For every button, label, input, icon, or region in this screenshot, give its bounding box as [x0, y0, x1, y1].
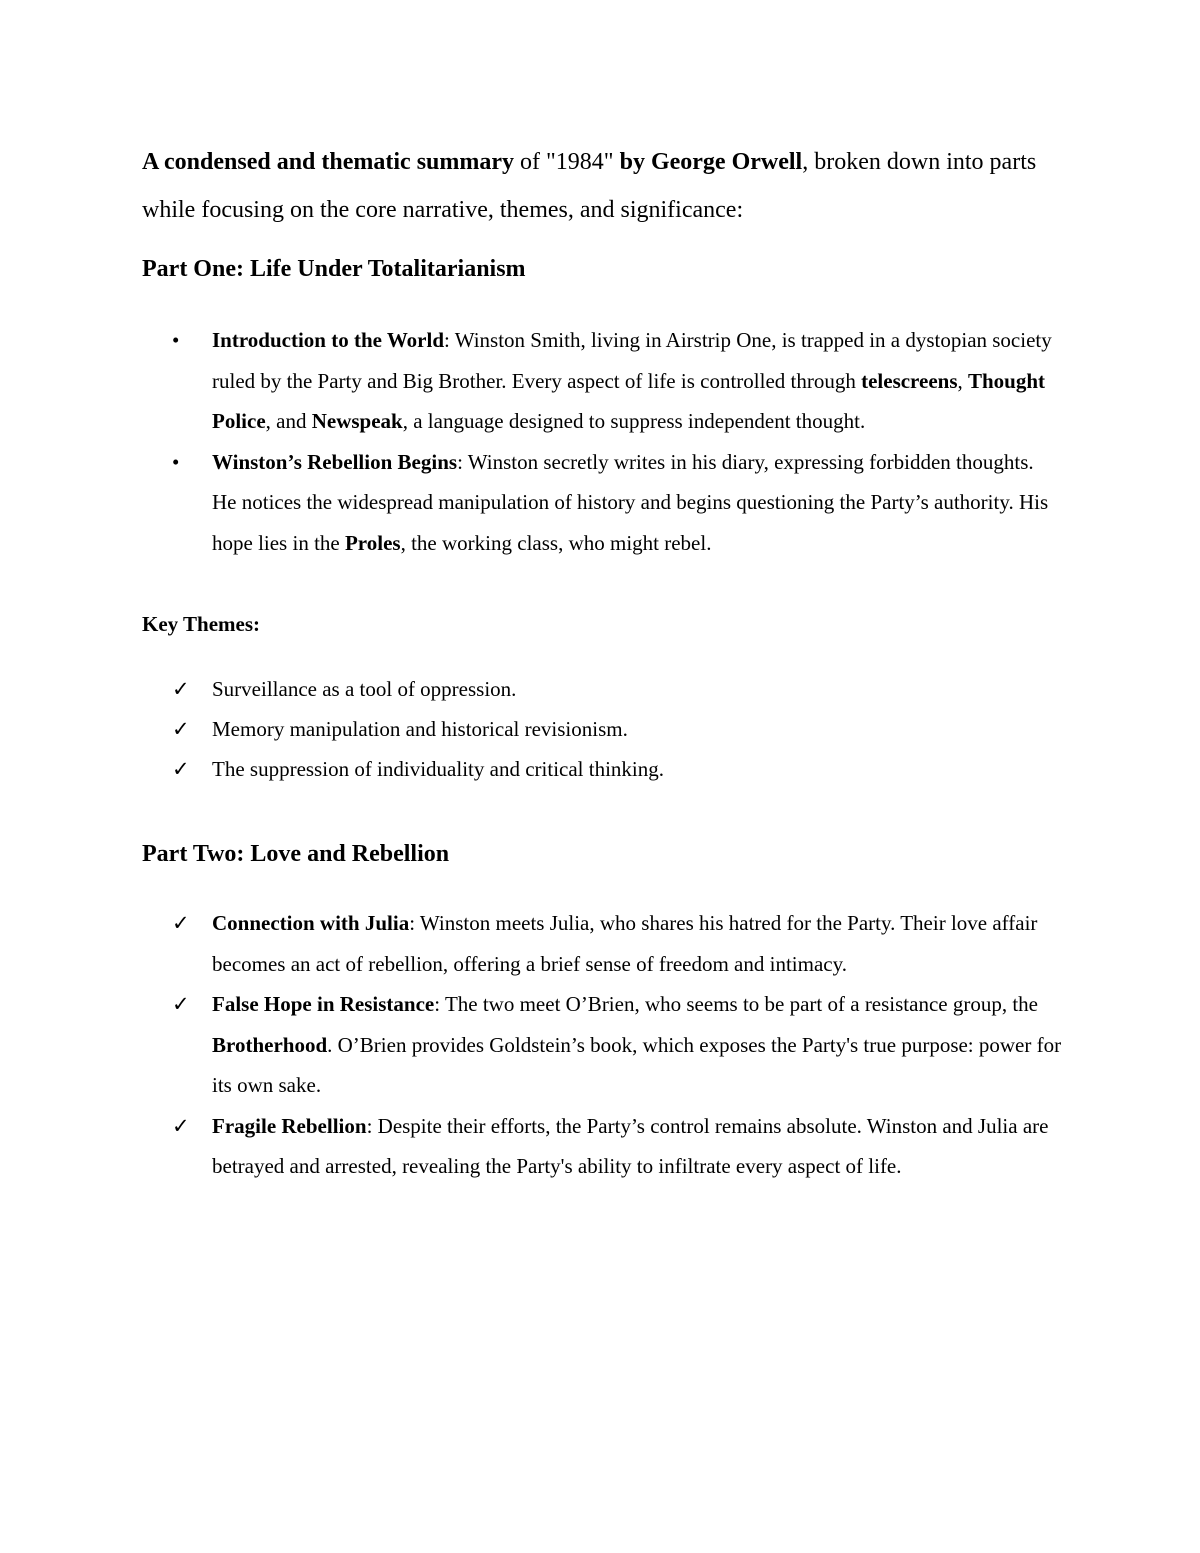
list-item	[142, 320, 1062, 442]
list-item	[142, 749, 1062, 789]
key-themes-label: Key Themes:	[142, 612, 261, 636]
checkmark-icon: ✓	[172, 757, 190, 781]
item-bold: telescreens	[861, 368, 958, 393]
item-bold: Brotherhood	[212, 1032, 328, 1057]
item-text: : The two meet O’Brien, who seems to be part of a resistance group, the	[434, 992, 1039, 1016]
item-bold: Newspeak	[311, 409, 403, 433]
item-title: Fragile Rebellion	[212, 1113, 367, 1138]
intro-bold-author: by George Orwell	[619, 149, 803, 175]
bullet-icon: •	[172, 328, 180, 352]
bullet-icon: •	[172, 449, 180, 474]
item-text: , the working class, who might rebel.	[400, 530, 712, 555]
checkmark-icon: ✓	[172, 1113, 190, 1138]
part-two-list	[142, 903, 1062, 1187]
item-title: False Hope in Resistance	[212, 992, 435, 1016]
item-text: : Winston Smith, living in Airstrip One, is trapped in a dystopian society ruled by the Party and Big Brother. Every aspect of life is controlled through	[212, 328, 1052, 393]
theme-text: Memory manipulation and historical revisionism.	[212, 717, 628, 741]
key-themes-list	[142, 669, 1062, 789]
item-bold: Proles	[344, 530, 401, 555]
list-item	[142, 669, 1062, 709]
item-bold: Thought Police	[212, 368, 1046, 433]
item-text: : Winston meets Julia, who shares his hatred for the Party. Their love affair becomes an act of rebellion, offering a brief sense of freedom and intimacy.	[212, 911, 1038, 976]
checkmark-icon: ✓	[172, 911, 190, 935]
item-text: , a language designed to suppress independent thought.	[402, 409, 866, 433]
theme-text: Surveillance as a tool of oppression.	[212, 677, 517, 701]
list-item	[142, 709, 1062, 749]
item-text: : Despite their efforts, the Party’s control remains absolute. Winston and Julia are betrayed and arrested, revealing the Party's ability to infiltrate every aspect of life.	[212, 1113, 1049, 1178]
intro-bold-summary: A condensed and thematic summary	[142, 149, 515, 175]
intro-text-of: of "1984"	[514, 149, 620, 175]
intro-text-rest: , broken down into parts while focusing on the core narrative, themes, and significance:	[142, 149, 1037, 223]
list-item	[142, 984, 1062, 1106]
item-title: Winston’s Rebellion Begins	[212, 449, 458, 474]
checkmark-icon: ✓	[172, 677, 190, 701]
theme-text: The suppression of individuality and critical thinking.	[212, 757, 665, 781]
part-two-heading: Part Two: Love and Rebellion	[142, 841, 450, 867]
item-text: ,	[957, 368, 968, 393]
item-text: . O’Brien provides Goldstein’s book, which exposes the Party's true purpose: power for its own sake.	[212, 1032, 1062, 1097]
list-item	[142, 442, 1062, 564]
list-item	[142, 903, 1062, 984]
part-one-heading: Part One: Life Under Totalitarianism	[142, 256, 526, 282]
item-title: Connection with Julia	[212, 911, 410, 935]
part-one-list	[142, 320, 1062, 563]
document-page	[142, 138, 1062, 1187]
list-item	[142, 1106, 1062, 1187]
item-text: : Winston secretly writes in his diary, expressing forbidden thoughts. He notices the widespread manipulation of history and begins questioning the Party’s authority. His hope lies in the	[212, 449, 1049, 555]
intro-paragraph	[142, 138, 1062, 234]
checkmark-icon: ✓	[172, 992, 190, 1016]
item-text: , and	[265, 409, 312, 433]
item-title: Introduction to the World	[212, 328, 445, 352]
checkmark-icon: ✓	[172, 717, 190, 741]
